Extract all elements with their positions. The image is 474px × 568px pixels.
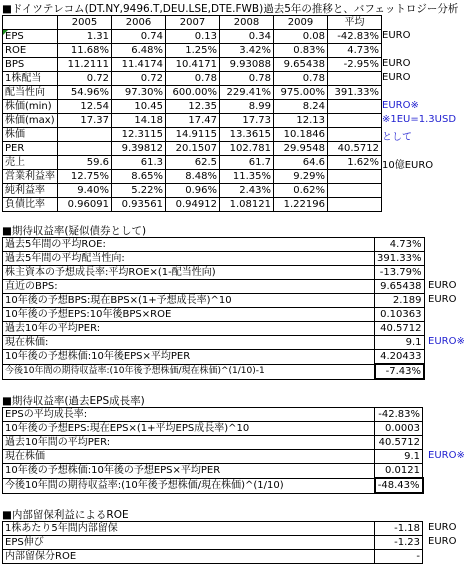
table-cell: 59.6: [58, 156, 112, 170]
row-label: ROE: [3, 44, 58, 58]
column-header: 2008: [220, 16, 274, 30]
row-value: 40.5712: [375, 322, 425, 336]
table-cell: 1.62%: [328, 156, 382, 170]
table-cell: 3.42%: [220, 44, 274, 58]
row-label: BPS: [3, 58, 58, 72]
table-cell: 54.96%: [58, 86, 112, 100]
table-cell: 11.68%: [58, 44, 112, 58]
row-value: 4.73%: [375, 238, 425, 252]
table-cell: 0.72: [58, 72, 112, 86]
row-label: 内部留保分ROE: [3, 550, 375, 564]
table-cell: 1.31: [58, 30, 112, 44]
row-label: 過去10年間の平均PER:: [3, 436, 375, 450]
table-header-row: [3, 16, 382, 30]
table-cell: 14.9115: [166, 128, 220, 142]
table-cell: [328, 114, 382, 128]
row-value: 4.20433: [375, 350, 425, 365]
row-label: EPS伸び: [3, 536, 375, 550]
row-label: 過去5年間の平均ROE:: [3, 238, 375, 252]
table-cell: 11.2111: [58, 58, 112, 72]
table-cell: 4.73%: [328, 44, 382, 58]
table-cell: 975.00%: [274, 86, 328, 100]
table-cell: 62.5: [166, 156, 220, 170]
table-cell: 61.7: [220, 156, 274, 170]
table-row: [3, 436, 423, 450]
section1-title: ■期待収益率(疑似債券として): [2, 225, 147, 237]
retained-roe-table: [2, 521, 423, 564]
table-cell: 391.33%: [328, 86, 382, 100]
table-row: [3, 58, 382, 72]
table-row: [3, 280, 425, 294]
table-cell: 8.65%: [112, 170, 166, 184]
row-label: 現在株価:: [3, 336, 375, 350]
column-header: 2005: [58, 16, 112, 30]
table-row: [3, 422, 423, 436]
table-cell: 0.78: [274, 72, 328, 86]
row-value: 391.33%: [375, 252, 425, 266]
table-cell: 229.41%: [220, 86, 274, 100]
row-label: 負債比率: [3, 198, 58, 212]
table-row: [3, 184, 382, 198]
row-label: 10年後の予想株価:10年後の予想EPS×平均PER: [3, 464, 375, 479]
table-cell: 9.40%: [58, 184, 112, 198]
table-cell: 0.78: [166, 72, 220, 86]
table-cell: 12.54: [58, 100, 112, 114]
page-title: ■ドイツテレコム(DT.NY,9496.T,DEU.LSE,DTE.FWB)過去5年の推移と、バフェットロジー分析: [2, 3, 459, 15]
table-cell: 12.13: [274, 114, 328, 128]
table-cell: [58, 128, 112, 142]
table-cell: 17.73: [220, 114, 274, 128]
unit-note: EURO: [428, 522, 457, 533]
table-cell: 9.29%: [274, 170, 328, 184]
table-cell: 0.78: [220, 72, 274, 86]
table-cell: [328, 72, 382, 86]
table-cell: 2.43%: [220, 184, 274, 198]
table-cell: 6.48%: [112, 44, 166, 58]
column-header: [3, 16, 58, 30]
table-cell: 13.3615: [220, 128, 274, 142]
table-cell: 29.9548: [274, 142, 328, 156]
table-row: [3, 464, 423, 479]
row-label: 1株配当: [3, 72, 58, 86]
table-row: [3, 156, 382, 170]
row-label: 純利益率: [3, 184, 58, 198]
table-cell: 0.08: [274, 30, 328, 44]
row-value: -48.43%: [375, 478, 423, 493]
table-row: [3, 550, 423, 564]
row-label: 直近のBPS:: [3, 280, 375, 294]
table-row: [3, 350, 425, 365]
table-cell: 64.6: [274, 156, 328, 170]
row-value: 0.0003: [375, 422, 423, 436]
row-value: 9.1: [375, 336, 425, 350]
row-label: 今後10年間の期待収益率:(10年後予想株価/現在株価)^(1/10)-1: [3, 364, 375, 379]
table-cell: 0.96%: [166, 184, 220, 198]
row-value: -42.83%: [375, 408, 423, 422]
row-value: 2.189: [375, 294, 425, 308]
section3-title: ■内部留保利益によるROE: [2, 509, 129, 521]
column-header: 2007: [166, 16, 220, 30]
table-row: [3, 86, 382, 100]
table-row: [3, 536, 423, 550]
table-cell: 0.93561: [112, 198, 166, 212]
table-row: [3, 72, 382, 86]
table-cell: 9.93088: [220, 58, 274, 72]
table-cell: 20.1507: [166, 142, 220, 156]
table-row: [3, 128, 382, 142]
row-label: 10年後の予想BPS:現在BPS×(1+予想成長率)^10: [3, 294, 375, 308]
row-label: 1株あたり5年間内部留保: [3, 522, 375, 536]
table-cell: 0.72: [112, 72, 166, 86]
table-cell: 0.13: [166, 30, 220, 44]
table-cell: 0.62%: [274, 184, 328, 198]
row-label: 過去5年間の平均配当性向:: [3, 252, 375, 266]
table-cell: 11.35%: [220, 170, 274, 184]
row-label: 過去10年の平均PER:: [3, 322, 375, 336]
row-label: 売上: [3, 156, 58, 170]
table-row: [3, 100, 382, 114]
unit-note: EURO: [428, 536, 457, 547]
row-label: 今後10年間の期待収益率:(10年後予想株価/現在株価)^(1/10): [3, 478, 375, 493]
row-value: 40.5712: [375, 436, 423, 450]
section2-title: ■期待収益率(過去EPS成長率): [2, 395, 145, 407]
table-cell: 1.22196: [274, 198, 328, 212]
table-cell: 61.3: [112, 156, 166, 170]
table-cell: 10.1846: [274, 128, 328, 142]
column-header: 2009: [274, 16, 328, 30]
table-cell: [328, 100, 382, 114]
unit-note: EURO: [382, 30, 411, 41]
row-label: 10年後の予想EPS:10年後BPS×ROE: [3, 308, 375, 322]
unit-note: EURO※: [382, 100, 419, 111]
row-label: 現在株価: [3, 450, 375, 464]
row-value: -7.43%: [375, 364, 425, 379]
table-row: [3, 364, 425, 379]
row-value: 0.0121: [375, 464, 423, 479]
row-label: 10年後の予想EPS:現在EPS×(1+平均EPS成長率)^10: [3, 422, 375, 436]
table-row: [3, 44, 382, 58]
table-cell: 8.99: [220, 100, 274, 114]
table-row: [3, 238, 425, 252]
table-cell: 0.74: [112, 30, 166, 44]
table-cell: -2.95%: [328, 58, 382, 72]
unit-note: EURO: [382, 58, 411, 69]
table-row: [3, 170, 382, 184]
row-value: -: [375, 550, 423, 564]
table-row: [3, 252, 425, 266]
unit-note: EURO: [428, 294, 457, 305]
table-cell: 8.24: [274, 100, 328, 114]
table-cell: 11.4174: [112, 58, 166, 72]
table-cell: -42.83%: [328, 30, 382, 44]
unit-note: EURO※: [428, 450, 465, 461]
row-label: EPSの平均成長率:: [3, 408, 375, 422]
table-row: [3, 30, 382, 44]
table-cell: 8.48%: [166, 170, 220, 184]
table-cell: 600.00%: [166, 86, 220, 100]
row-label: 株主資本の予想成長率:平均ROE×(1-配当性向): [3, 266, 375, 280]
unit-note: 10億EURO: [382, 160, 434, 171]
table-cell: 5.22%: [112, 184, 166, 198]
row-label: 株価(max): [3, 114, 58, 128]
row-value: -13.79%: [375, 266, 425, 280]
table-row: [3, 142, 382, 156]
table-row: [3, 322, 425, 336]
column-header: 2006: [112, 16, 166, 30]
table-row: [3, 478, 423, 493]
bond-yield-table: [2, 237, 425, 380]
eps-growth-table: [2, 407, 424, 494]
row-label: 営業利益率: [3, 170, 58, 184]
row-value: -1.18: [375, 522, 423, 536]
table-row: [3, 294, 425, 308]
table-cell: 12.75%: [58, 170, 112, 184]
unit-note: として: [382, 132, 412, 143]
table-cell: 40.5712: [328, 142, 382, 156]
row-value: -1.23: [375, 536, 423, 550]
table-cell: 0.94912: [166, 198, 220, 212]
row-label: 株価(min): [3, 100, 58, 114]
table-row: [3, 114, 382, 128]
table-cell: 12.3115: [112, 128, 166, 142]
table-cell: 10.45: [112, 100, 166, 114]
table-cell: [328, 184, 382, 198]
row-value: 9.1: [375, 450, 423, 464]
row-label: 配当性向: [3, 86, 58, 100]
table-cell: 10.4171: [166, 58, 220, 72]
table-row: [3, 408, 423, 422]
row-label: 10年後の予想株価:10年後EPS×平均PER: [3, 350, 375, 365]
row-label: PER: [3, 142, 58, 156]
column-header: 平均: [328, 16, 382, 30]
table-cell: [328, 198, 382, 212]
table-cell: 9.39812: [112, 142, 166, 156]
table-cell: 0.83%: [274, 44, 328, 58]
table-cell: 17.47: [166, 114, 220, 128]
unit-note: EURO: [428, 280, 457, 291]
row-value: 0.10363: [375, 308, 425, 322]
table-row: [3, 308, 425, 322]
unit-note: ※1EU=1.3USD: [382, 114, 457, 125]
table-row: [3, 198, 382, 212]
table-cell: 17.37: [58, 114, 112, 128]
table-cell: 9.65438: [274, 58, 328, 72]
table-cell: 1.08121: [220, 198, 274, 212]
row-label: EPS: [3, 30, 58, 44]
history-table: [2, 15, 382, 212]
table-cell: [328, 170, 382, 184]
table-cell: 12.35: [166, 100, 220, 114]
table-cell: 97.30%: [112, 86, 166, 100]
unit-note: EURO: [382, 72, 411, 83]
table-cell: [58, 142, 112, 156]
unit-note: EURO※: [428, 336, 465, 347]
row-value: 9.65438: [375, 280, 425, 294]
table-row: [3, 336, 425, 350]
table-cell: 14.18: [112, 114, 166, 128]
table-cell: 102.781: [220, 142, 274, 156]
table-row: [3, 266, 425, 280]
table-row: [3, 450, 423, 464]
table-cell: 1.25%: [166, 44, 220, 58]
table-cell: 0.96091: [58, 198, 112, 212]
table-cell: 0.34: [220, 30, 274, 44]
table-cell: [328, 128, 382, 142]
table-row: [3, 522, 423, 536]
row-label: 株価: [3, 128, 58, 142]
